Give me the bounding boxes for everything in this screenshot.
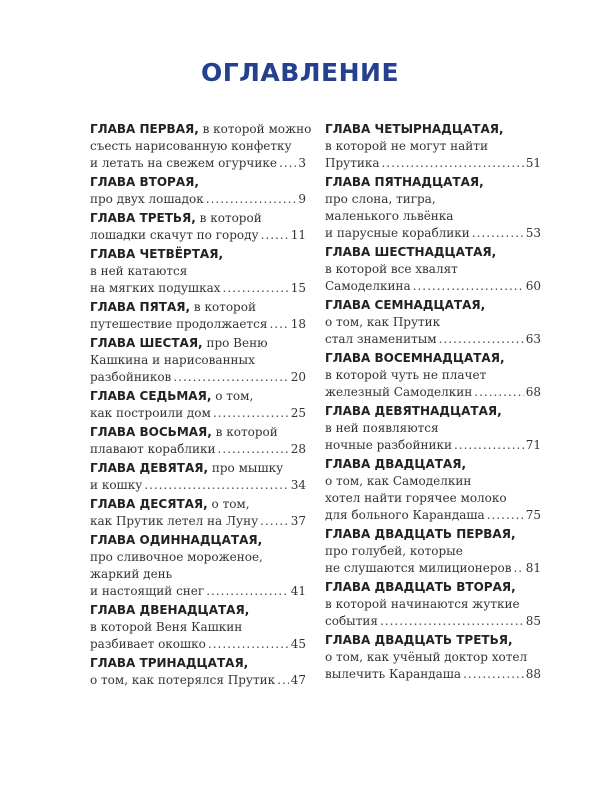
chapter-description: стал знаменитым (325, 332, 437, 346)
toc-last-line (90, 441, 306, 458)
dot-leader (474, 384, 523, 401)
toc-entry[interactable] (90, 246, 306, 297)
dot-leader (513, 560, 523, 577)
dot-leader (208, 636, 289, 653)
chapter-heading: ГЛАВА ПЯТНАДЦАТАЯ, (325, 175, 484, 189)
chapter-heading: ГЛАВА ВОСЕМНАДЦАТАЯ, (325, 351, 505, 365)
toc-last-line (325, 384, 541, 401)
dot-leader (487, 507, 524, 524)
page-number[interactable]: 34 (290, 478, 306, 492)
chapter-description: про слона, тигра, (325, 192, 436, 206)
toc-heading-line (325, 297, 541, 314)
toc-heading-line (325, 174, 541, 191)
page-number[interactable]: 41 (290, 584, 306, 598)
chapter-description: в которой все хвалят (325, 262, 458, 276)
toc-heading-line (325, 456, 541, 473)
toc-last-line (90, 316, 306, 333)
chapter-description: разбивает окошко (90, 637, 206, 651)
page-number[interactable]: 25 (290, 406, 306, 420)
chapter-description: плавают кораблики (90, 442, 216, 456)
chapter-description: о том, как Самоделкин (325, 474, 472, 488)
toc-heading-line (90, 602, 306, 619)
chapter-heading: ГЛАВА ТРЕТЬЯ, (90, 211, 196, 225)
toc-entry[interactable] (90, 388, 306, 422)
toc-heading-line (325, 350, 541, 367)
chapter-heading: ГЛАВА ДВАДЦАТЬ ВТОРАЯ, (325, 580, 516, 594)
dot-leader (206, 583, 289, 600)
dot-leader (269, 316, 288, 333)
chapter-description: в ней катаются (90, 264, 188, 278)
chapter-description: в которой (211, 425, 278, 439)
chapter-description: о том, как учёный доктор хотел (325, 650, 528, 664)
chapter-description: съесть нарисованную конфетку (90, 139, 292, 153)
dot-leader (439, 331, 524, 348)
dot-leader (279, 155, 296, 172)
toc-last-line (325, 331, 541, 348)
dot-leader (413, 278, 524, 295)
page-number[interactable]: 11 (290, 228, 306, 242)
page-number[interactable]: 75 (525, 508, 541, 522)
chapter-description: в которой можно (198, 122, 312, 136)
chapter-heading: ГЛАВА ВТОРАЯ, (90, 175, 199, 189)
dot-leader (173, 369, 288, 386)
chapter-heading: ГЛАВА ЧЕТЫРНАДЦАТАЯ, (325, 122, 504, 136)
chapter-heading: ГЛАВА СЕМНАДЦАТАЯ, (325, 298, 486, 312)
chapter-description: маленького львёнка (325, 209, 454, 223)
chapter-description: и парусные кораблики (325, 226, 470, 240)
chapter-description: про Веню (202, 336, 268, 350)
toc-last-line (325, 507, 541, 524)
chapter-description: Прутика (325, 156, 380, 170)
toc-last-line (90, 583, 306, 600)
toc-heading-line (90, 246, 306, 263)
toc-last-line (90, 369, 306, 386)
toc-heading-line (325, 121, 541, 138)
toc-entry[interactable] (90, 121, 312, 172)
chapter-heading: ГЛАВА ДЕСЯТАЯ, (90, 497, 208, 511)
chapter-heading: ГЛАВА ДВАДЦАТЬ ПЕРВАЯ, (325, 527, 516, 541)
page-number[interactable]: 15 (290, 281, 306, 295)
chapter-heading: ГЛАВА ПЕРВАЯ, (90, 122, 199, 136)
page-number[interactable]: 71 (525, 438, 541, 452)
toc-heading-line (90, 174, 306, 191)
toc-entry[interactable] (90, 602, 306, 653)
chapter-description: и настоящий снег (90, 584, 205, 598)
chapter-description: как построили дом (90, 406, 211, 420)
chapter-description: для больного Карандаша (325, 508, 485, 522)
chapter-description: про мышку (208, 461, 284, 475)
page-number[interactable]: 51 (525, 156, 541, 170)
page-number[interactable]: 47 (290, 673, 306, 687)
dot-leader (472, 225, 524, 242)
chapter-heading: ГЛАВА ТРИНАДЦАТАЯ, (90, 656, 249, 670)
chapter-description: про двух лошадок (90, 192, 204, 206)
chapter-description: о том, (207, 497, 250, 511)
toc-heading-line (90, 532, 306, 549)
toc-last-line (325, 437, 541, 454)
toc-last-line (325, 666, 541, 683)
toc-heading-line (90, 121, 312, 138)
toc-last-line (325, 278, 541, 295)
toc-entry[interactable] (90, 424, 306, 458)
page-title: ОГЛАВЛЕНИЕ (200, 58, 400, 87)
chapter-description: и кошку (90, 478, 143, 492)
dot-leader (261, 227, 289, 244)
chapter-description: Самоделкина (325, 279, 411, 293)
toc-heading-line (325, 403, 541, 420)
chapter-description: в которой Веня Кашкин (90, 620, 243, 634)
chapter-heading: ГЛАВА ДВАДЦАТЬ ТРЕТЬЯ, (325, 633, 513, 647)
toc-last-line (90, 513, 306, 530)
page-number[interactable]: 63 (525, 332, 541, 346)
toc-entry[interactable] (325, 403, 541, 454)
page-number[interactable]: 45 (290, 637, 306, 651)
chapter-heading: ГЛАВА ДВАДЦАТАЯ, (325, 457, 467, 471)
toc-heading-line (325, 244, 541, 261)
toc-last-line (325, 225, 541, 242)
toc-entry[interactable] (325, 456, 541, 524)
toc-last-line (90, 477, 306, 494)
toc-entry[interactable] (325, 526, 541, 577)
toc-last-line (325, 155, 541, 172)
chapter-description: события (325, 614, 378, 628)
toc-column-left (90, 121, 312, 691)
chapter-description: про сливочное мороженое, (90, 550, 263, 564)
dot-leader (277, 672, 289, 689)
page-number[interactable]: 85 (525, 614, 541, 628)
chapter-description: в ней появляются (325, 421, 439, 435)
toc-entry[interactable] (90, 335, 306, 386)
toc-entry[interactable] (90, 496, 306, 530)
dot-leader (213, 405, 289, 422)
toc-heading-line (90, 388, 306, 405)
toc-heading-line (90, 460, 306, 477)
toc-last-line (325, 613, 541, 630)
toc-entry[interactable] (325, 579, 541, 630)
dot-leader (260, 513, 289, 530)
toc-entry[interactable] (325, 350, 541, 401)
toc-heading-line (90, 424, 306, 441)
chapter-description: вылечить Карандаша (325, 667, 462, 681)
toc-last-line (90, 405, 306, 422)
chapter-description: про голубей, которые (325, 544, 463, 558)
toc-entry[interactable] (90, 532, 306, 600)
page-number[interactable]: 20 (290, 370, 306, 384)
toc-entry[interactable] (325, 297, 541, 348)
chapter-description: железный Самоделкин (325, 385, 473, 399)
dot-leader (218, 441, 289, 458)
chapter-description: на мягких подушках (90, 281, 221, 295)
toc-last-line (90, 280, 306, 297)
toc-heading-line (325, 579, 541, 596)
chapter-heading: ГЛАВА ДЕВЯТНАДЦАТАЯ, (325, 404, 502, 418)
toc-heading-line (90, 299, 306, 316)
chapter-description: о том, (211, 389, 254, 403)
page-number[interactable]: 88 (525, 667, 541, 681)
toc-column-right (325, 121, 541, 685)
chapter-heading: ГЛАВА ШЕСТАЯ, (90, 336, 203, 350)
toc-last-line (90, 227, 306, 244)
chapter-description: и летать на свежем огурчике (90, 156, 277, 170)
chapter-description: разбойников (90, 370, 172, 384)
toc-heading-line (90, 655, 306, 672)
toc-heading-line (325, 526, 541, 543)
toc-last-line (90, 636, 306, 653)
page-number[interactable]: 60 (525, 279, 541, 293)
dot-leader (223, 280, 289, 297)
page-number[interactable]: 37 (290, 514, 306, 528)
toc-entry[interactable] (90, 460, 306, 494)
toc-last-line (90, 155, 306, 172)
chapter-heading: ГЛАВА СЕДЬМАЯ, (90, 389, 212, 403)
dot-leader (380, 613, 524, 630)
chapter-description: жаркий день (90, 567, 173, 581)
toc-entry[interactable] (325, 632, 541, 683)
chapter-description: хотел найти горячее молоко (325, 491, 507, 505)
chapter-heading: ГЛАВА ЧЕТВЁРТАЯ, (90, 247, 224, 261)
toc-entry[interactable] (90, 174, 306, 208)
toc-entry[interactable] (325, 174, 541, 242)
page-number[interactable]: 28 (290, 442, 306, 456)
chapter-heading: ГЛАВА ДЕВЯТАЯ, (90, 461, 209, 475)
toc-heading-line (90, 210, 306, 227)
toc-last-line (90, 191, 306, 208)
page-number[interactable]: 68 (525, 385, 541, 399)
toc-entry[interactable] (90, 655, 306, 689)
chapter-description: о том, как потерялся Прутик (90, 673, 276, 687)
dot-leader (382, 155, 524, 172)
chapter-heading: ГЛАВА ОДИННАДЦАТАЯ, (90, 533, 263, 547)
toc-entry[interactable] (325, 244, 541, 295)
chapter-description: лошадки скачут по городу (90, 228, 259, 242)
chapter-description: ночные разбойники (325, 438, 452, 452)
chapter-description: как Прутик летел на Луну (90, 514, 259, 528)
chapter-description: в которой не могут найти (325, 139, 488, 153)
chapter-heading: ГЛАВА ВОСЬМАЯ, (90, 425, 212, 439)
chapter-heading: ГЛАВА ПЯТАЯ, (90, 300, 191, 314)
toc-entry[interactable] (325, 121, 541, 172)
chapter-description: не слушаются милиционеров (325, 561, 512, 575)
page-number[interactable]: 3 (298, 156, 306, 170)
chapter-description: в которой начинаются жуткие (325, 597, 520, 611)
dot-leader (206, 191, 297, 208)
chapter-description: о том, как Прутик (325, 315, 441, 329)
toc-entry[interactable] (90, 210, 306, 244)
dot-leader (454, 437, 524, 454)
chapter-description: путешествие продолжается (90, 317, 268, 331)
page-number[interactable]: 53 (525, 226, 541, 240)
toc-last-line (90, 672, 306, 689)
page-number[interactable]: 9 (298, 192, 306, 206)
chapter-description: в которой (195, 211, 262, 225)
chapter-description: Кашкина и нарисованных (90, 353, 255, 367)
toc-heading-line (90, 335, 306, 352)
page-number[interactable]: 81 (525, 561, 541, 575)
toc-heading-line (325, 632, 541, 649)
page-number[interactable]: 18 (290, 317, 306, 331)
toc-entry[interactable] (90, 299, 306, 333)
toc-heading-line (90, 496, 306, 513)
dot-leader (144, 477, 288, 494)
chapter-heading: ГЛАВА ДВЕНАДЦАТАЯ, (90, 603, 250, 617)
dot-leader (463, 666, 524, 683)
chapter-description: в которой (190, 300, 256, 314)
chapter-description: в которой чуть не плачет (325, 368, 487, 382)
toc-last-line (325, 560, 541, 577)
chapter-heading: ГЛАВА ШЕСТНАДЦАТАЯ, (325, 245, 497, 259)
